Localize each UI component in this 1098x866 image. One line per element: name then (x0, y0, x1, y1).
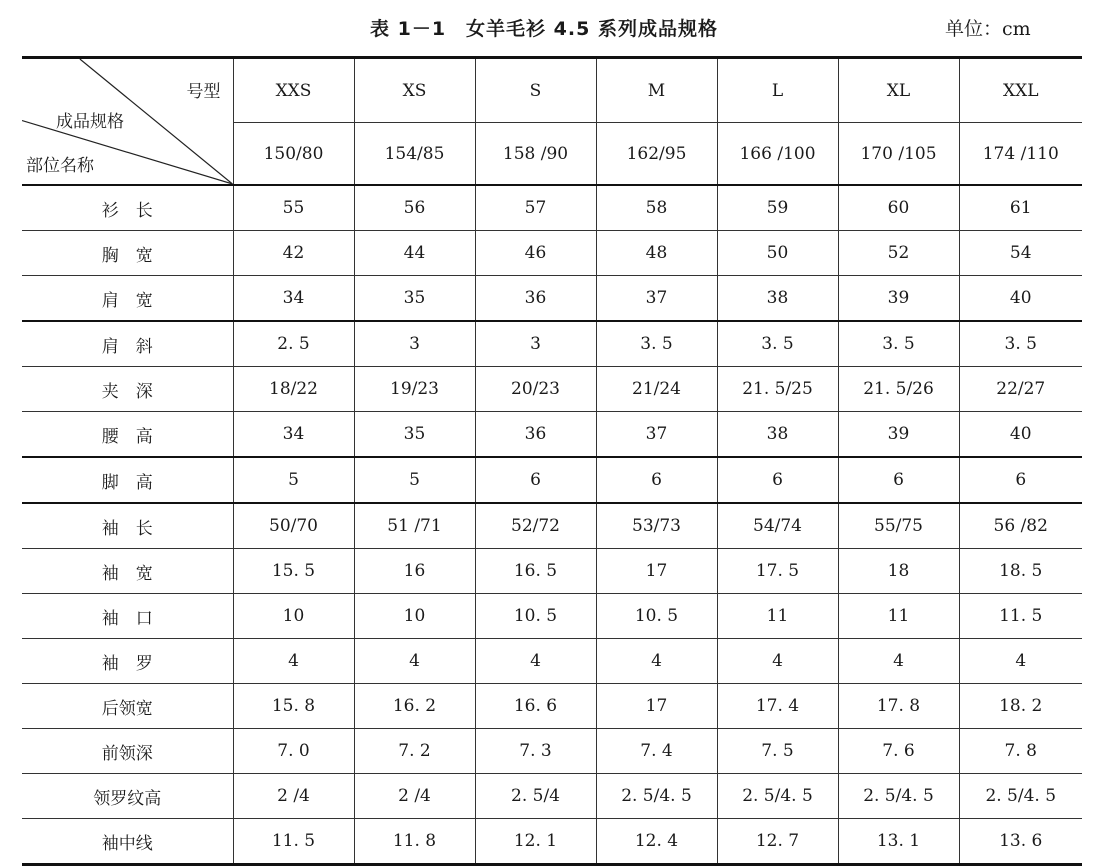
value-cell: 21. 5/25 (717, 367, 838, 412)
value-cell: 10 (233, 594, 354, 639)
value-cell: 3. 5 (838, 321, 959, 367)
value-cell: 3. 5 (959, 321, 1082, 367)
table-row (22, 503, 1082, 549)
part-name-cell: 袖 长 (22, 503, 233, 549)
table-row (22, 412, 1082, 458)
value-cell: 2. 5/4. 5 (717, 774, 838, 819)
value-cell: 4 (596, 639, 717, 684)
size-header: M (596, 58, 717, 123)
value-cell: 21. 5/26 (838, 367, 959, 412)
value-cell: 58 (596, 185, 717, 231)
value-cell: 17. 5 (717, 549, 838, 594)
part-name-cell: 衫 长 (22, 185, 233, 231)
value-cell: 15. 5 (233, 549, 354, 594)
value-cell: 22/27 (959, 367, 1082, 412)
value-cell: 4 (717, 639, 838, 684)
value-cell: 2. 5/4. 5 (959, 774, 1082, 819)
part-name-cell: 后领宽 (22, 684, 233, 729)
value-cell: 6 (596, 457, 717, 503)
corner-label-size-type: 号型 (186, 82, 221, 102)
value-cell: 18/22 (233, 367, 354, 412)
size-code: 150/80 (233, 123, 354, 186)
value-cell: 13. 1 (838, 819, 959, 865)
value-cell: 16 (354, 549, 475, 594)
size-spec-table (22, 56, 1082, 866)
value-cell: 11. 5 (959, 594, 1082, 639)
value-cell: 12. 4 (596, 819, 717, 865)
value-cell: 52 (838, 231, 959, 276)
value-cell: 12. 1 (475, 819, 596, 865)
value-cell: 16. 6 (475, 684, 596, 729)
size-code: 166 /100 (717, 123, 838, 186)
table-row (22, 729, 1082, 774)
value-cell: 7. 5 (717, 729, 838, 774)
value-cell: 2 /4 (233, 774, 354, 819)
diagonal-header-cell (22, 58, 233, 186)
header-row-sizes (22, 58, 1082, 123)
value-cell: 39 (838, 412, 959, 458)
value-cell: 6 (475, 457, 596, 503)
value-cell: 4 (838, 639, 959, 684)
part-name-cell: 前领深 (22, 729, 233, 774)
value-cell: 36 (475, 412, 596, 458)
value-cell: 35 (354, 276, 475, 322)
value-cell: 11. 5 (233, 819, 354, 865)
part-name-cell: 腰 高 (22, 412, 233, 458)
value-cell: 39 (838, 276, 959, 322)
unit-label: 单位：cm (945, 18, 1031, 40)
part-name-cell: 领罗纹高 (22, 774, 233, 819)
value-cell: 17. 4 (717, 684, 838, 729)
table-row (22, 774, 1082, 819)
value-cell: 60 (838, 185, 959, 231)
table-row (22, 594, 1082, 639)
value-cell: 50 (717, 231, 838, 276)
value-cell: 53/73 (596, 503, 717, 549)
size-header: XXL (959, 58, 1082, 123)
corner-label-part: 部位名称 (26, 156, 94, 176)
value-cell: 2. 5/4. 5 (838, 774, 959, 819)
value-cell: 12. 7 (717, 819, 838, 865)
value-cell: 20/23 (475, 367, 596, 412)
value-cell: 5 (354, 457, 475, 503)
value-cell: 38 (717, 276, 838, 322)
value-cell: 56 /82 (959, 503, 1082, 549)
part-name-cell: 肩 斜 (22, 321, 233, 367)
value-cell: 18. 5 (959, 549, 1082, 594)
value-cell: 7. 0 (233, 729, 354, 774)
value-cell: 61 (959, 185, 1082, 231)
value-cell: 56 (354, 185, 475, 231)
size-code: 154/85 (354, 123, 475, 186)
part-name-cell: 肩 宽 (22, 276, 233, 322)
value-cell: 16. 5 (475, 549, 596, 594)
value-cell: 3. 5 (717, 321, 838, 367)
value-cell: 7. 4 (596, 729, 717, 774)
value-cell: 17 (596, 549, 717, 594)
size-code: 174 /110 (959, 123, 1082, 186)
value-cell: 18 (838, 549, 959, 594)
value-cell: 3 (354, 321, 475, 367)
value-cell: 7. 2 (354, 729, 475, 774)
value-cell: 51 /71 (354, 503, 475, 549)
size-header: XS (354, 58, 475, 123)
table-row (22, 231, 1082, 276)
value-cell: 40 (959, 276, 1082, 322)
value-cell: 19/23 (354, 367, 475, 412)
value-cell: 36 (475, 276, 596, 322)
corner-label-spec: 成品规格 (56, 112, 124, 132)
value-cell: 54 (959, 231, 1082, 276)
value-cell: 10 (354, 594, 475, 639)
value-cell: 4 (233, 639, 354, 684)
table-row (22, 684, 1082, 729)
value-cell: 7. 6 (838, 729, 959, 774)
value-cell: 52/72 (475, 503, 596, 549)
value-cell: 17 (596, 684, 717, 729)
value-cell: 55/75 (838, 503, 959, 549)
value-cell: 2 /4 (354, 774, 475, 819)
table-row (22, 276, 1082, 322)
value-cell: 6 (717, 457, 838, 503)
size-code: 158 /90 (475, 123, 596, 186)
value-cell: 42 (233, 231, 354, 276)
part-name-cell: 袖 口 (22, 594, 233, 639)
table-row (22, 819, 1082, 865)
value-cell: 37 (596, 276, 717, 322)
value-cell: 17. 8 (838, 684, 959, 729)
value-cell: 50/70 (233, 503, 354, 549)
value-cell: 15. 8 (233, 684, 354, 729)
part-name-cell: 胸 宽 (22, 231, 233, 276)
value-cell: 11. 8 (354, 819, 475, 865)
part-name-cell: 袖 宽 (22, 549, 233, 594)
part-name-cell: 夹 深 (22, 367, 233, 412)
value-cell: 34 (233, 276, 354, 322)
value-cell: 59 (717, 185, 838, 231)
value-cell: 37 (596, 412, 717, 458)
value-cell: 40 (959, 412, 1082, 458)
size-header: XL (838, 58, 959, 123)
value-cell: 4 (354, 639, 475, 684)
value-cell: 6 (959, 457, 1082, 503)
value-cell: 7. 8 (959, 729, 1082, 774)
table-row (22, 639, 1082, 684)
value-cell: 16. 2 (354, 684, 475, 729)
size-header: XXS (233, 58, 354, 123)
value-cell: 54/74 (717, 503, 838, 549)
size-code: 162/95 (596, 123, 717, 186)
size-header: L (717, 58, 838, 123)
value-cell: 5 (233, 457, 354, 503)
value-cell: 48 (596, 231, 717, 276)
value-cell: 38 (717, 412, 838, 458)
table-title: 表 1－1 女羊毛衫 4.5 系列成品规格 (370, 18, 718, 40)
value-cell: 11 (838, 594, 959, 639)
value-cell: 2. 5/4. 5 (596, 774, 717, 819)
value-cell: 7. 3 (475, 729, 596, 774)
value-cell: 46 (475, 231, 596, 276)
table-row (22, 321, 1082, 367)
table-row (22, 185, 1082, 231)
value-cell: 57 (475, 185, 596, 231)
size-code: 170 /105 (838, 123, 959, 186)
value-cell: 3 (475, 321, 596, 367)
value-cell: 55 (233, 185, 354, 231)
part-name-cell: 袖中线 (22, 819, 233, 865)
part-name-cell: 袖 罗 (22, 639, 233, 684)
value-cell: 11 (717, 594, 838, 639)
table-row (22, 549, 1082, 594)
value-cell: 4 (475, 639, 596, 684)
table-row (22, 457, 1082, 503)
value-cell: 6 (838, 457, 959, 503)
value-cell: 2. 5 (233, 321, 354, 367)
value-cell: 21/24 (596, 367, 717, 412)
table-row (22, 367, 1082, 412)
value-cell: 10. 5 (475, 594, 596, 639)
size-header: S (475, 58, 596, 123)
value-cell: 2. 5/4 (475, 774, 596, 819)
part-name-cell: 脚 高 (22, 457, 233, 503)
value-cell: 13. 6 (959, 819, 1082, 865)
value-cell: 35 (354, 412, 475, 458)
value-cell: 34 (233, 412, 354, 458)
value-cell: 18. 2 (959, 684, 1082, 729)
value-cell: 10. 5 (596, 594, 717, 639)
value-cell: 3. 5 (596, 321, 717, 367)
value-cell: 4 (959, 639, 1082, 684)
value-cell: 44 (354, 231, 475, 276)
